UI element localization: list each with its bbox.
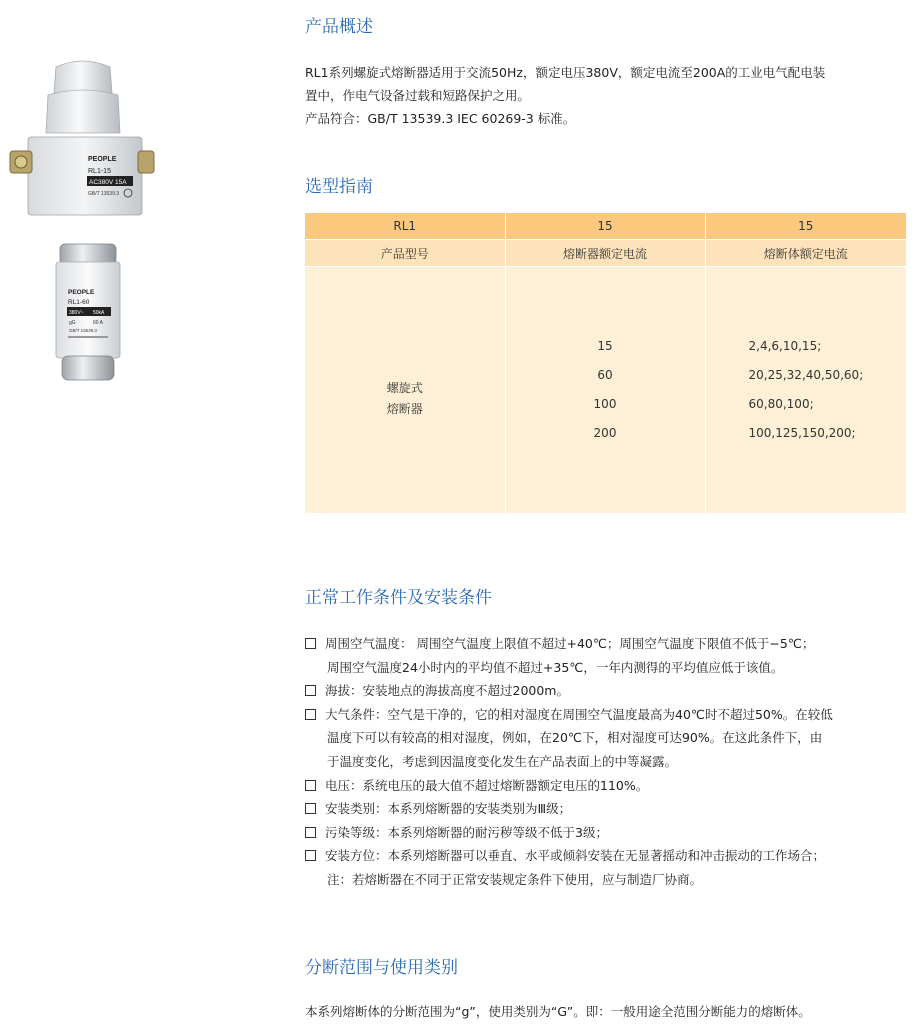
fuse-current-value: 200 (593, 426, 617, 440)
overview-title: 产品概述 (305, 17, 373, 37)
fuse-current-cell (505, 267, 705, 514)
fuse2-brand: PEOPLE (68, 289, 95, 296)
list-item (305, 774, 915, 798)
condition-continuation: 周围空气温度24小时内的平均值不超过+35℃，一年内测得的平均值应低于该值。 (327, 659, 784, 675)
link-current-value: 60,80,100; (748, 397, 814, 411)
table-subheader-cell: 熔断体额定电流 (705, 240, 906, 267)
list-item (305, 679, 915, 703)
condition-text: 电压：系统电压的最大值不超过熔断器额定电压的110%。 (325, 777, 649, 793)
checkbox-icon (305, 685, 316, 696)
table-header-cell: RL1 (305, 213, 505, 240)
checkbox-icon (305, 850, 316, 861)
overview-line: 产品符合：GB/T 13539.3 IEC 60269-3 标准。 (305, 111, 576, 126)
fuse1-model: RL1-15 (88, 168, 111, 175)
conditions-list (305, 632, 915, 892)
table-header-row (305, 213, 906, 240)
list-item (305, 844, 915, 868)
breaking-text: 本系列熔断体的分断范围为“g”，使用类别为“G”。即：一般用途全范围分断能力的熔断体。 (305, 1004, 811, 1019)
condition-text: 大气条件：空气是干净的，它的相对湿度在周围空气温度最高为40℃时不超过50%。在较低 (325, 706, 833, 722)
fuse1-rating: AC380V 15A (89, 179, 127, 186)
condition-continuation: 温度下可以有较高的相对湿度，例如，在20℃下，相对湿度可达90%。在这此条件下，由 (327, 730, 823, 746)
checkbox-icon (305, 638, 316, 649)
table-subheader-cell: 产品型号 (305, 240, 505, 267)
product-type-cell (305, 267, 505, 514)
fuse1-standard: GB/T 13539.3 (88, 191, 120, 197)
product-type-line: 熔断器 (386, 402, 423, 416)
fuse1-brand: PEOPLE (88, 156, 117, 163)
fuse-base-image (8, 55, 158, 220)
selection-title: 选型指南 (305, 177, 373, 197)
breaking-title: 分断范围与使用类别 (305, 958, 458, 978)
fuse2-model: RL1-60 (68, 299, 90, 306)
fuse2-rating-right: 50kA (93, 310, 105, 316)
list-item (305, 797, 915, 821)
product-type-line: 螺旋式 (386, 381, 423, 395)
overview-line: 置中，作电气设备过载和短路保护之用。 (305, 88, 531, 103)
list-item (305, 703, 915, 727)
fuse-current-value: 15 (597, 339, 613, 353)
overview-text (305, 61, 910, 130)
table-row (305, 267, 906, 514)
link-current-value: 2,4,6,10,15; (748, 339, 822, 353)
table-header-cell: 15 (505, 213, 705, 240)
fuse2-standard: GB/T 13539.3 (69, 328, 97, 333)
list-item (305, 821, 915, 845)
checkbox-icon (305, 709, 316, 720)
checkbox-icon (305, 827, 316, 838)
list-item (305, 632, 915, 656)
link-current-cell (705, 267, 906, 514)
condition-note: 注：若熔断器在不同于正常安装规定条件下使用，应与制造厂协商。 (327, 871, 703, 887)
table-header-cell: 15 (705, 213, 906, 240)
table-subheader-row (305, 240, 906, 267)
selection-table (305, 213, 906, 513)
fuse2-class-left: gG (69, 320, 76, 326)
condition-text: 安装方位：本系列熔断器可以垂直、水平或倾斜安装在无显著摇动和冲击振动的工作场合； (325, 848, 826, 864)
fuse2-rating-left: 380V~ (69, 310, 84, 316)
condition-text: 周围空气温度： 周围空气温度上限值不超过+40℃；周围空气温度下限值不低于−5℃； (325, 636, 815, 651)
conditions-title: 正常工作条件及安装条件 (305, 588, 492, 608)
fuse2-class-right: 60 A (93, 320, 104, 326)
link-current-value: 20,25,32,40,50,60; (748, 368, 864, 382)
condition-text: 安装类别：本系列熔断器的安装类别为Ⅲ级； (325, 801, 572, 817)
checkbox-icon (305, 803, 316, 814)
fuse-link-image (48, 240, 128, 385)
overview-line: RL1系列螺旋式熔断器适用于交流50Hz，额定电压380V，额定电流至200A的工业电气配电装 (305, 65, 826, 80)
fuse-current-value: 100 (593, 397, 617, 411)
condition-text: 污染等级：本系列熔断器的耐污秽等级不低于3级； (325, 824, 608, 840)
condition-continuation: 于温度变化，考虑到因温度变化发生在产品表面上的中等凝露。 (327, 753, 678, 769)
checkbox-icon (305, 780, 316, 791)
condition-text: 海拔：安装地点的海拔高度不超过2000m。 (325, 683, 569, 699)
table-subheader-cell: 熔断器额定电流 (505, 240, 705, 267)
link-current-value: 100,125,150,200; (748, 426, 856, 440)
fuse-current-value: 60 (597, 368, 613, 382)
